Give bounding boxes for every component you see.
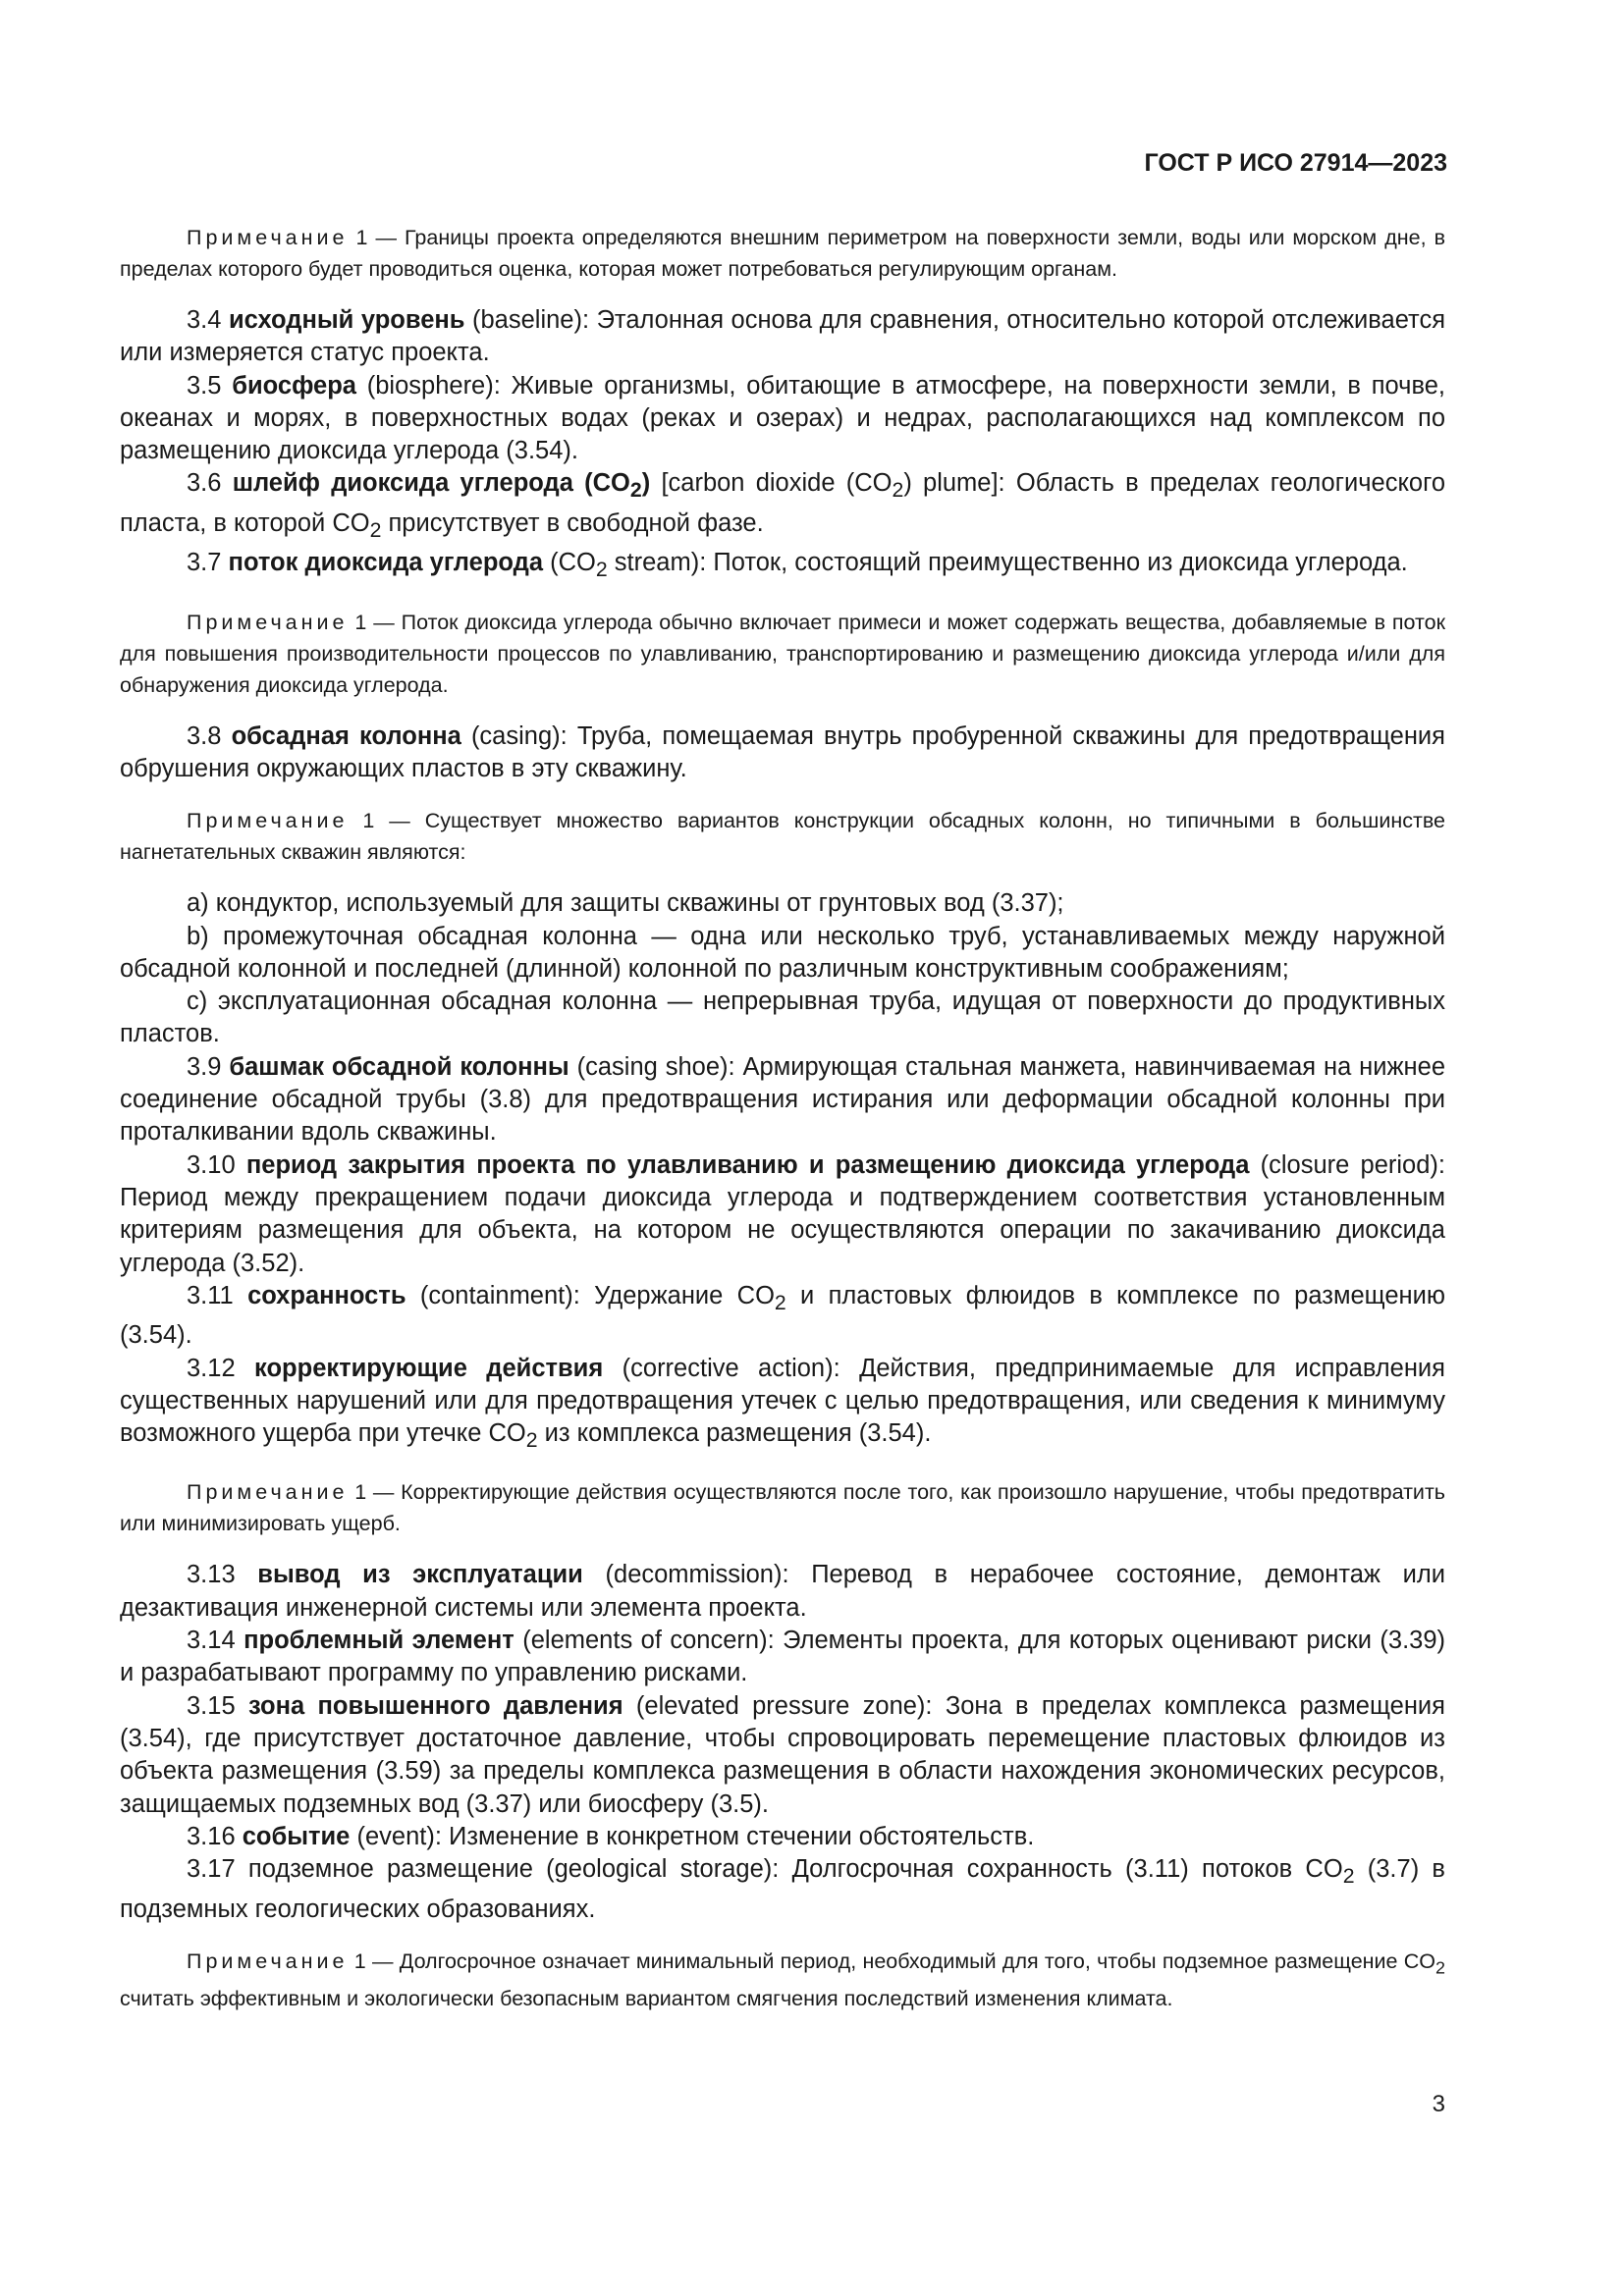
term-3-16-event: 3.16 событие (event): Изменение в конкретном стечении обстоятельств. [187,1822,1035,1850]
note-project-boundaries: Примечание 1 — Границы проекта определяются внешним периметром на поверхности земли, воды или морском дне, в пределах которого будет проводиться оценка, которая может потребоваться регулирующим органам. [120,226,1445,281]
note-corrective-action: Примечание 1 — Корректирующие действия осуществляются после того, как произошло нарушение, чтобы предотвратить или минимизировать ущерб. [120,1480,1445,1536]
term-3-5-biosphere: 3.5 биосфера (biosphere): Живые организмы, обитающие в атмосфере, на поверхности земли, в почве, океанах и морях, в поверхностных водах (реках и озерах) и недрах, располагающихся над комплексом по размещению диоксида углерода (3.54). [120,371,1445,465]
term-name: обсадная колонна [231,721,461,750]
term-name: зона повышенного давления [247,1691,623,1720]
term-name: проблемный элемент [244,1627,514,1655]
note-label: Примечание [187,226,349,249]
term-3-8-casing: 3.8 обсадная колонна (casing): Труба, помещаемая внутрь пробуренной скважины для предотвращения обрушения окружающих пластов в эту скважину. [120,721,1445,782]
page-content [120,222,1445,2014]
term-name: корректирующие действия [254,1354,604,1382]
term-3-10-closure-period: 3.10 период закрытия проекта по улавливанию и размещению диоксида углерода (closure period): Период между прекращением подачи диоксида углерода и подтверждением соответствия установленным критериям размещения для объекта, на котором не осуществляются операции по закачиванию диоксида углерода (3.52). [120,1150,1445,1277]
term-3-12-corrective-action: 3.12 корректирующие действия (corrective action): Действия, предпринимаемые для исправления существенных нарушений или для предотвращения утечек с целью предотвращения, или сведения к минимуму возможного ущерба при утечке $CO_2$ из комплекса размещения (3.54). [120,1354,1445,1453]
note-label: Примечание [187,809,349,833]
term-name: биосфера [232,371,356,400]
term-name: вывод из эксплуатации [257,1561,583,1589]
term-3-17-geological-storage: 3.17 подземное размещение (geological storage): Долгосрочная сохранность (3.11) потоков $CO_2$ (3.7) в подземных геологических образованиях. [120,1855,1445,1923]
term-name: событие [242,1822,351,1850]
term-3-9-casing-shoe: 3.9 башмак обсадной колонны (casing shoe): Армирующая стальная манжета, навинчиваемая на нижнее соединение обсадной трубы (3.8) для предотвращения истирания или деформации обсадной колонны при проталкивании вдоль скважины. [120,1052,1445,1147]
term-3-7-co2-stream: 3.7 поток диоксида углерода ($CO_2$ stream): Поток, состоящий преимущественно из диоксида углерода. [187,549,1408,582]
note-casing-types: Примечание 1 — Существует множество вариантов конструкции обсадных колонн, но типичными в большинстве нагнетательных скважин являются: [120,809,1445,865]
term-3-6-co2-plume: 3.6 шлейф диоксида углерода $(CO_2)$ [carbon dioxide $(CO_2)$ plume]: Область в пределах геологического пласта, в которой $CO_2$ присутствует в свободной фазе. [120,469,1446,542]
term-name: башмак обсадной колонны [229,1052,569,1081]
note-label: Примечание [187,1480,349,1505]
term-3-14-elements-of-concern: 3.14 проблемный элемент (elements of concern): Элементы проекта, для которых оценивают риски (3.39) и разрабатывают программу по управлению рисками. [120,1627,1446,1687]
list-item-a: а) кондуктор, используемый для защиты скважины от грунтовых вод (3.37); [187,889,1064,918]
term-name: сохранность [247,1281,406,1309]
note-long-term: Примечание 1 — Долгосрочное означает минимальный период, необходимый для того, чтобы подземное размещение $CO_2$ считать эффективным и экологически безопасным вариантом смягчения последствий изменения климата. [120,1949,1445,2011]
term-3-4-baseline: 3.4 исходный уровень (baseline): Эталонная основа для сравнения, относительно которой отслеживается или измеряется статус проекта. [120,306,1446,367]
note-co2-stream: Примечание 1 — Поток диоксида углерода обычно включает примеси и может содержать вещества, добавляемые в поток для повышения производительности процессов по улавливанию, транспортированию и размещению диоксида углерода и/или для обнаружения диоксида углерода. [120,610,1446,697]
term-3-15-elevated-pressure-zone: 3.15 зона повышенного давления (elevated pressure zone): Зона в пределах комплекса размещения (3.54), где присутствует достаточное давление, чтобы спровоцировать перемещение пластовых флюидов из объекта размещения (3.59) за пределы комплекса размещения в области нахождения экономических ресурсов, защищаемых подземных вод (3.37) или биосферу (3.5). [120,1691,1445,1818]
page-number: 3 [1432,2091,1445,2117]
term-name: поток диоксида углерода [228,549,544,577]
term-name: шлейф диоксида углерода $(CO_2)$ [232,469,651,503]
note-label: Примечание [187,1949,349,1973]
standard-code-header: ГОСТ Р ИСО 27914—2023 [1144,149,1447,177]
term-name: период закрытия проекта по улавливанию и размещению диоксида углерода [245,1150,1250,1179]
term-3-13-decommission: 3.13 вывод из эксплуатации (decommission): Перевод в нерабочее состояние, демонтаж или дезактивация инженерной системы или элемента проекта. [120,1561,1445,1622]
term-name: исходный уровень [228,306,465,334]
list-item-c: c) эксплуатационная обсадная колонна — непрерывная труба, идущая от поверхности до продуктивных пластов. [120,988,1445,1048]
term-3-11-containment: 3.11 сохранность (containment): Удержание $CO_2$ и пластовых флюидов в комплексе по размещению (3.54). [120,1281,1445,1350]
list-item-b: b) промежуточная обсадная колонна — одна или несколько труб, устанавливаемых между наружной обсадной колонной и последней (длинной) колонной по различным конструктивным соображениям; [120,922,1445,983]
note-label: Примечание [187,610,349,634]
